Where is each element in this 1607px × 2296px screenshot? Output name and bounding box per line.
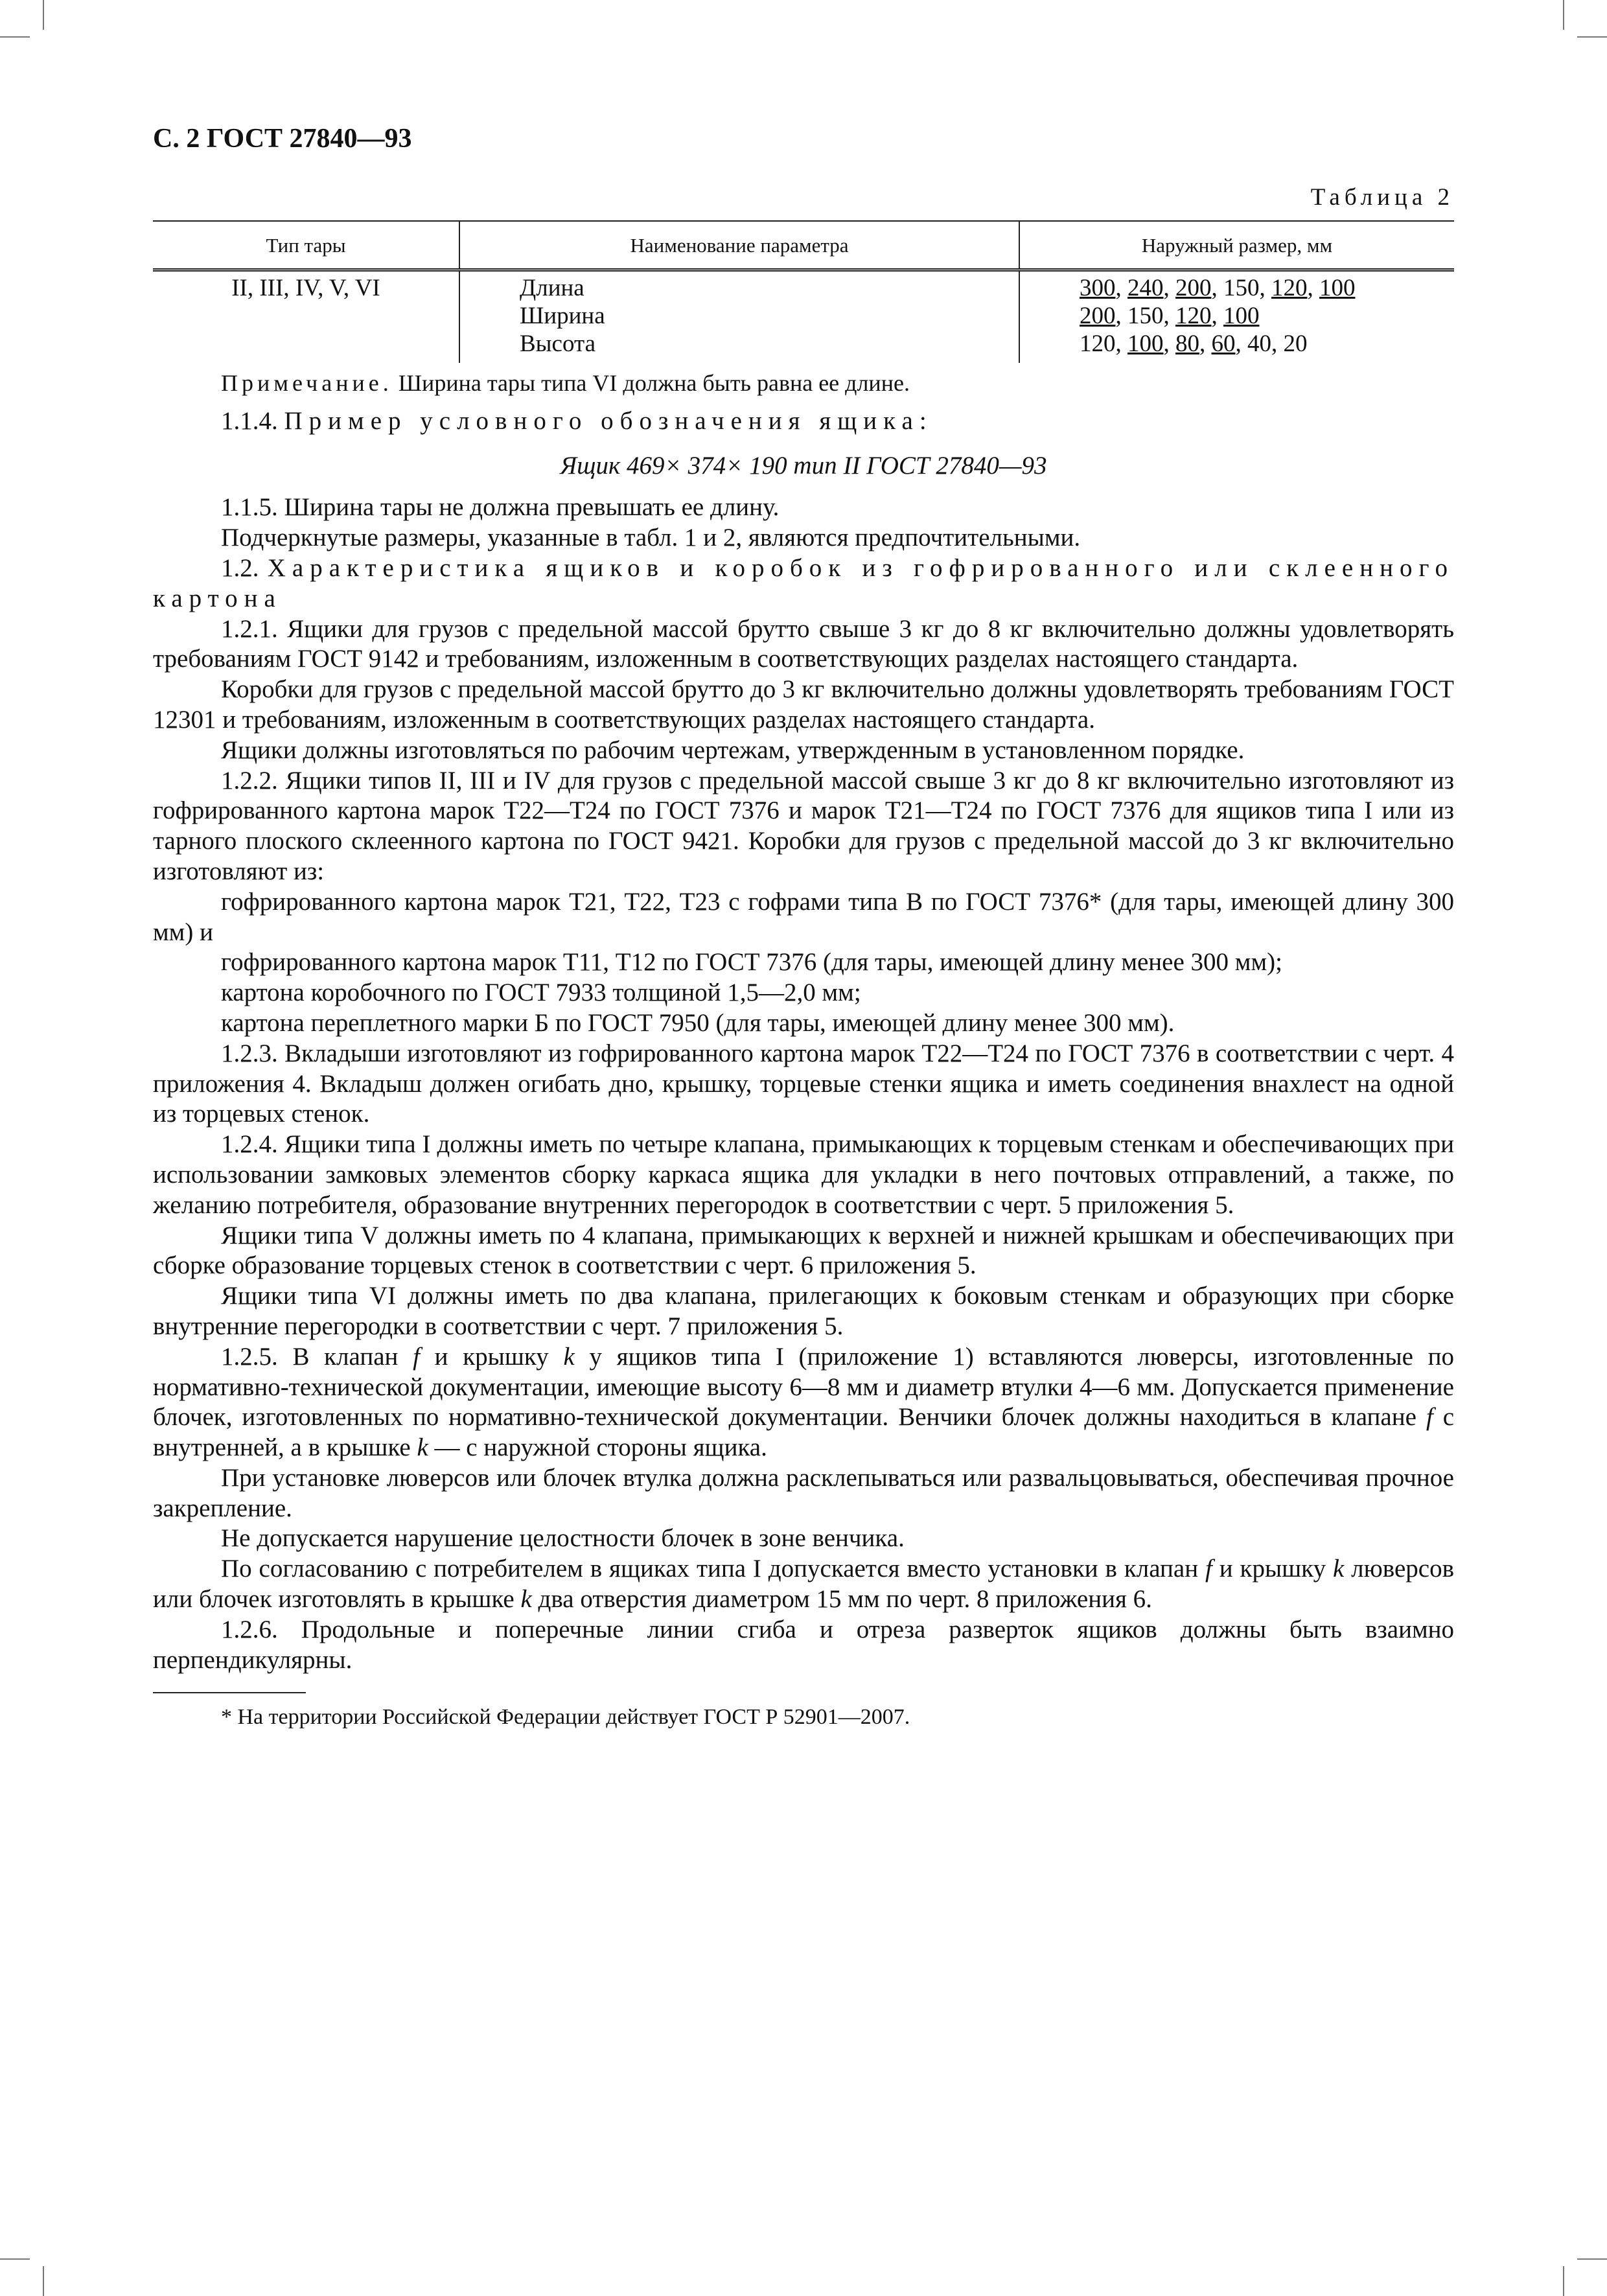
- text-run: По согласованию с потребителем в ящиках типа I допускается вместо установки в клапан: [221, 1555, 1205, 1583]
- table-row: [153, 270, 1454, 364]
- symbol-k: k: [1332, 1555, 1345, 1583]
- paragraph-1-2-3: 1.2.3. Вкладыши изготовляют из гофрированного картона марок Т22—Т24 по ГОСТ 7376 в соответствии с черт. 4 приложения 4. Вкладыш должен огибать дно, крышку, торцевые стенки ящика и иметь соединения внахлест на одной из торцевых стенок.: [153, 1039, 1454, 1128]
- size-value: 150: [1223, 275, 1260, 301]
- size-list: 200, 150, 120, 100: [1080, 303, 1260, 329]
- symbol-f: f: [413, 1342, 420, 1371]
- parameter-name: Высота: [520, 330, 596, 357]
- paragraph-1-1-4: [153, 406, 1454, 437]
- size-value: 100: [1127, 330, 1164, 357]
- size-value: 200: [1080, 303, 1116, 329]
- size-value: 40: [1247, 330, 1271, 357]
- page-header: С. 2 ГОСТ 27840—93: [153, 124, 412, 154]
- size-value: 240: [1127, 275, 1164, 301]
- paragraph: Не допускается нарушение целостности блочек в зоне венчика.: [221, 1524, 905, 1553]
- paragraph: Коробки для грузов с предельной массой брутто до 3 кг включительно должны удовлетворять требованиям ГОСТ 12301 и требованиям, изложенным в соответствующих разделах настоящего стандарта.: [153, 675, 1454, 734]
- size-value: 20: [1283, 330, 1308, 357]
- section-number: 1.2.: [221, 553, 259, 582]
- section-title: Пример условного обозначения ящика:: [284, 406, 933, 435]
- symbol-k: k: [563, 1342, 575, 1371]
- paragraph: картона переплетного марки Б по ГОСТ 7950 (для тары, имеющей длину менее 300 мм).: [221, 1008, 1175, 1037]
- size-value: 120: [1271, 275, 1308, 301]
- size-value: 300: [1080, 275, 1116, 301]
- text-run: — с наружной стороны ящика.: [428, 1433, 767, 1462]
- size-value: 150: [1127, 303, 1164, 329]
- symbol-k: k: [417, 1433, 428, 1462]
- paragraph: Подчеркнутые размеры, указанные в табл. 1 и 2, являются предпочтительными.: [221, 524, 1081, 552]
- paragraph: гофрированного картона марок Т11, Т12 по ГОСТ 7376 (для тары, имеющей длину менее 300 мм);: [221, 948, 1282, 977]
- size-value: 60: [1211, 330, 1236, 357]
- size-value: 120: [1175, 303, 1212, 329]
- paragraph: Ящики должны изготовляться по рабочим чертежам, утвержденным в установленном порядке.: [221, 736, 1245, 764]
- crop-mark: [1563, 0, 1564, 30]
- size-value: 120: [1080, 330, 1116, 357]
- note-label: Примечание.: [221, 370, 393, 396]
- paragraph: гофрированного картона марок Т21, Т22, Т23 с гофрами типа В по ГОСТ 7376* (для тары, имеющей длину 300 мм) и: [153, 887, 1454, 946]
- crop-mark: [1577, 36, 1607, 38]
- text-run: 1.2.5. В клапан: [221, 1342, 413, 1371]
- paragraph: картона коробочного по ГОСТ 7933 толщиной 1,5—2,0 мм;: [221, 979, 861, 1007]
- symbol-f: f: [1426, 1403, 1433, 1432]
- section-1-2-heading: [153, 553, 1454, 614]
- size-list: 300, 240, 200, 150, 120, 100: [1080, 275, 1356, 301]
- table-note: [153, 368, 1454, 399]
- crop-mark: [43, 0, 44, 30]
- text-run: и крышку: [1212, 1555, 1333, 1583]
- size-list: 120, 100, 80, 60, 40, 20: [1080, 330, 1308, 357]
- size-value: 200: [1175, 275, 1212, 301]
- crop-mark: [43, 2266, 44, 2296]
- crop-mark: [1563, 2266, 1564, 2296]
- parameter-name: Ширина: [520, 303, 605, 329]
- table-cell-parameters: [459, 270, 1019, 364]
- crop-mark: [0, 2258, 30, 2260]
- size-value: 80: [1175, 330, 1199, 357]
- table-header-size: Наружный размер, мм: [1019, 221, 1454, 270]
- note-text: Ширина тары типа VI должна быть равна ее длине.: [398, 370, 910, 396]
- paragraph-1-2-4: 1.2.4. Ящики типа I должны иметь по четыре клапана, примыкающих к торцевым стенкам и обеспечивающих при использовании замковых элементов сборку каркаса ящика для укладки в него почтовых отправлений, а также, по желанию потребителя, образование внутренних перегородок в соответствии с черт. 5 приложения 5.: [153, 1130, 1454, 1219]
- text-run: два отверстия диаметром 15 мм по черт. 8 приложения 6.: [531, 1585, 1152, 1614]
- symbol-f: f: [1205, 1555, 1212, 1583]
- paragraph: Ящики типа V должны иметь по 4 клапана, примыкающих к верхней и нижней крышкам и обеспечивающих при сборке образование торцевых стенок в соответствии с черт. 6 приложения 5.: [153, 1221, 1454, 1280]
- text-run: с внутренней, а в крышке: [153, 1403, 1454, 1462]
- body-text: [153, 368, 1454, 1733]
- paragraph-1-2-5: [153, 1342, 1454, 1463]
- paragraph: [153, 1554, 1454, 1615]
- symbol-k: k: [520, 1585, 532, 1614]
- footnote-rule: [153, 1692, 306, 1693]
- table-caption: Таблица 2: [1310, 184, 1454, 211]
- text-run: и крышку: [419, 1342, 564, 1371]
- section-number: 1.1.4.: [221, 406, 278, 435]
- paragraph: Ящики типа VI должны иметь по два клапана, прилегающих к боковым стенкам и образующих при сборке внутренние перегородки в соответствии с черт. 7 приложения 5.: [153, 1282, 1454, 1340]
- crop-mark: [0, 36, 30, 38]
- size-value: 100: [1223, 303, 1260, 329]
- example-designation: Ящик 469× 374× 190 тип II ГОСТ 27840—93: [560, 451, 1047, 480]
- parameter-name: Длина: [520, 275, 584, 301]
- table-header-parameter: Наименование параметра: [459, 221, 1019, 270]
- parameters-table: [153, 220, 1454, 363]
- text-run: люверсов или блочек изготовлять в крышке: [153, 1555, 1454, 1614]
- paragraph-1-1-5: 1.1.5. Ширина тары не должна превышать ее длину.: [221, 493, 780, 522]
- text-run: у ящиков типа I (приложение 1) вставляются люверсы, изготовленные по нормативно-технической документации, имеющие высоту 6—8 мм и диаметр втулки 4—6 мм. Допускается применение блочек, изготовленных по нормативно-технической документации. Венчики блочек должны находиться в клапане: [153, 1342, 1455, 1432]
- table-cell-sizes: [1019, 270, 1454, 364]
- paragraph-1-2-2: 1.2.2. Ящики типов II, III и IV для грузов с предельной массой свыше 3 кг до 8 кг включительно изготовляют из гофрированного картона марок Т22—Т24 по ГОСТ 7376 и марок Т21—Т24 по ГОСТ 7376 для ящиков типа I или из тарного плоского склеенного картона по ГОСТ 9421. Коробки для грузов с предельной массой до 3 кг включительно изготовляют из:: [153, 766, 1454, 885]
- paragraph: При установке люверсов или блочек втулка должна расклепываться или развальцовываться, обеспечивая прочное закрепление.: [153, 1463, 1454, 1522]
- table-cell-type: II, III, IV, V, VI: [231, 275, 380, 301]
- footnote: * На территории Российской Федерации действует ГОСТ Р 52901—2007.: [221, 1705, 910, 1730]
- section-title: Характеристика ящиков и коробок из гофрированного или склеенного картона: [153, 553, 1455, 612]
- size-value: 100: [1319, 275, 1356, 301]
- crop-mark: [1577, 2258, 1607, 2260]
- paragraph-1-2-6: 1.2.6. Продольные и поперечные линии сгиба и отреза разверток ящиков должны быть взаимно перпендикулярны.: [153, 1615, 1454, 1674]
- paragraph-1-2-1: 1.2.1. Ящики для грузов с предельной массой брутто свыше 3 кг до 8 кг включительно должны удовлетворять требованиям ГОСТ 9142 и требованиям, изложенным в соответствующих разделах настоящего стандарта.: [153, 614, 1454, 673]
- table-header-type: Тип тары: [153, 221, 459, 270]
